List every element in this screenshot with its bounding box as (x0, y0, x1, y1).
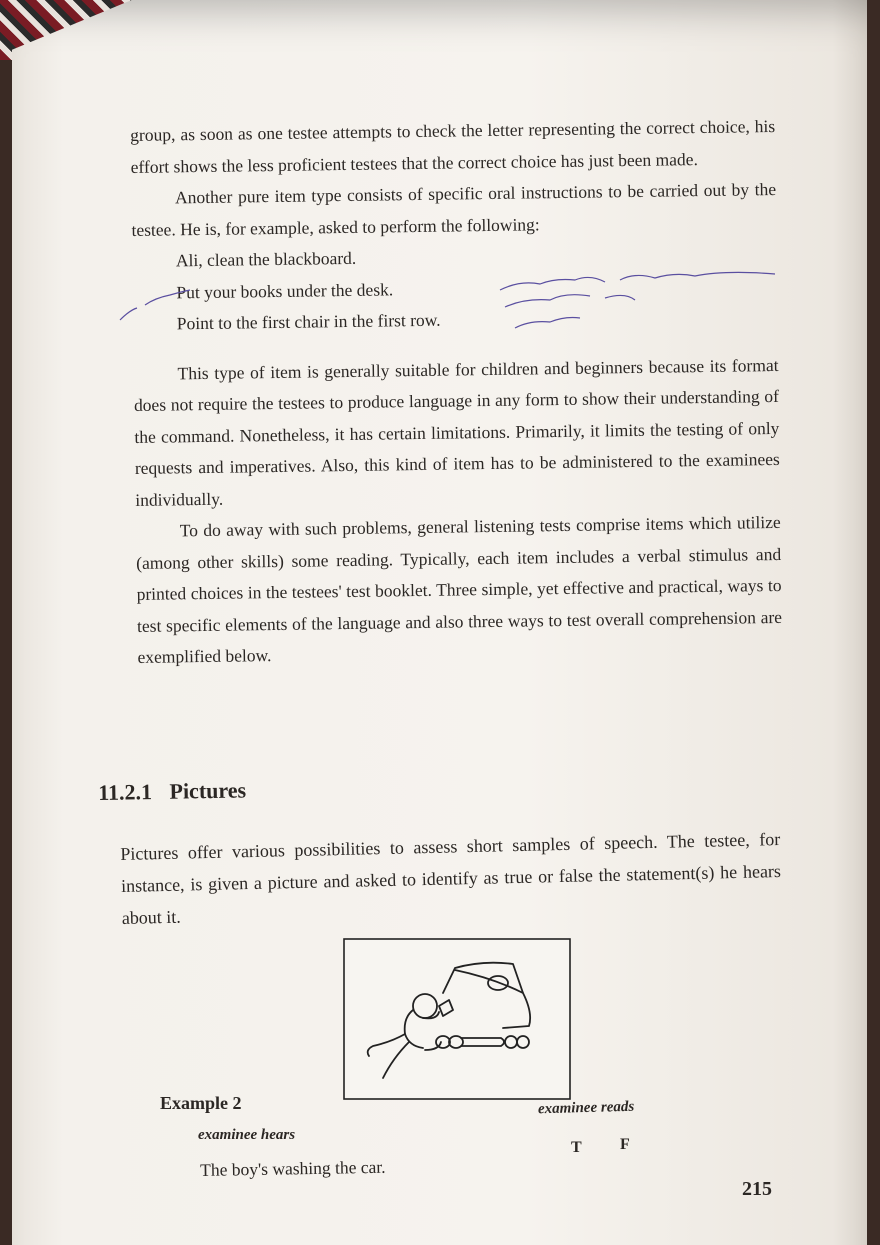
section-number: 11.2.1 (98, 779, 153, 805)
choice-false: F (620, 1136, 630, 1153)
paragraph-1: group, as soon as one testee attempts to check the letter representing the correct choice, his effort shows the less proficient testees that the correct choice has just been made. (130, 115, 776, 177)
body-text (130, 111, 783, 673)
instruction-1: Ali, clean the blackboard. (175, 247, 357, 271)
page-number: 215 (742, 1178, 772, 1200)
handwritten-note-margin (115, 280, 195, 325)
examinee-reads-label: examinee reads (537, 1098, 635, 1118)
section-heading (98, 777, 246, 806)
boy-washing-car-sketch-icon (343, 938, 571, 1100)
example-label: Example 2 (160, 1093, 242, 1113)
example-statement: The boy's washing the car. (200, 1156, 386, 1180)
paragraph-3: This type of item is generally suitable for children and beginners because its format does not require the testees to produce language in any form to show their understanding of the command. Nonetheless, it has certain limitations. Primarily, it limits the testing of only requests and imperatives. Also, this kind of item has to be administered to the examinees individually. (133, 354, 780, 510)
paragraph-4: To do away with such problems, general listening tests comprise items which utilize (among other skills) some reading. Typically, each item includes a verbal stimulus and printed choices in the testees' test booklet. Three simple, yet effective and practical, ways to test specific elements of the language and also three ways to test overall comprehension are exemplified below. (136, 511, 783, 667)
choice-true: T (571, 1139, 582, 1156)
figure-boy-washing-car (343, 938, 571, 1100)
examinee-hears-label: examinee hears (198, 1127, 296, 1143)
section-title: Pictures (169, 777, 247, 804)
instruction-3: Point to the first chair in the first row. (176, 309, 441, 334)
paragraph-2: Another pure item type consists of specific oral instructions to be carried out by the testee. He is, for example, asked to perform the following: (131, 178, 777, 240)
handwritten-note-right (495, 262, 785, 337)
section-paragraph: Pictures offer various possibilities to assess short samples of speech. The testee, for instance, is given a picture and asked to identify as true or false the statement(s) he hears about it. (120, 829, 782, 928)
instruction-2: Put your books under the desk. (176, 278, 394, 302)
